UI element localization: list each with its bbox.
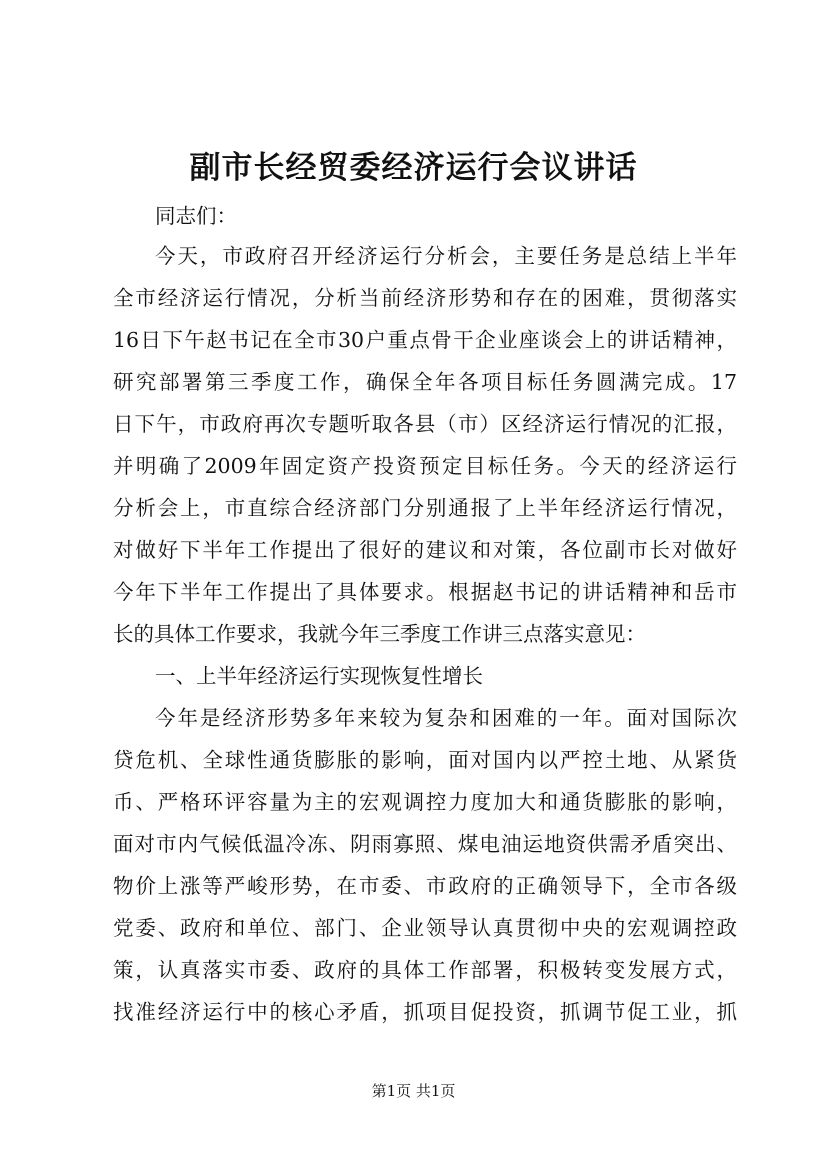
body-line: 今年是经济形势多年来较为复杂和困难的一年。面对国际次 bbox=[155, 706, 737, 730]
body-line: 对做好下半年工作提出了很好的建议和对策，各位副市长对做好 bbox=[113, 538, 737, 562]
body-line: 找准经济运行中的核心矛盾，抓项目促投资，抓调节促工业，抓 bbox=[113, 1000, 737, 1024]
body-line: 物价上涨等严峻形势，在市委、市政府的正确领导下，全市各级 bbox=[113, 874, 737, 898]
body-line: 贷危机、全球性通货膨胀的影响，面对国内以严控土地、从紧货 bbox=[113, 748, 737, 772]
salutation-line: 同志们： bbox=[155, 204, 237, 228]
body-line: 党委、政府和单位、部门、企业领导认真贯彻中央的宏观调控政 bbox=[113, 916, 737, 940]
body-line: 日下午，市政府再次专题听取各县（市）区经济运行情况的汇报， bbox=[113, 412, 737, 436]
body-line: 分析会上，市直综合经济部门分别通报了上半年经济运行情况， bbox=[113, 496, 737, 520]
body-line: 并明确了2009年固定资产投资预定目标任务。今天的经济运行 bbox=[113, 454, 737, 478]
body-line: 长的具体工作要求，我就今年三季度工作讲三点落实意见： bbox=[113, 622, 646, 646]
section-heading: 一、上半年经济运行实现恢复性增长 bbox=[155, 664, 483, 688]
document-title: 副市长经贸委经济运行会议讲话 bbox=[189, 150, 638, 186]
body-line: 面对市内气候低温冷冻、阴雨寡照、煤电油运地资供需矛盾突出、 bbox=[113, 832, 737, 856]
page-number: 第1页 共1页 bbox=[371, 1082, 456, 1100]
body-line: 全市经济运行情况，分析当前经济形势和存在的困难，贯彻落实 bbox=[113, 286, 737, 310]
body-line: 今年下半年工作提出了具体要求。根据赵书记的讲话精神和岳市 bbox=[113, 580, 737, 604]
body-line: 今天，市政府召开经济运行分析会，主要任务是总结上半年 bbox=[155, 244, 737, 268]
body-line: 研究部署第三季度工作，确保全年各项目标任务圆满完成。17 bbox=[113, 370, 737, 394]
body-line: 币、严格环评容量为主的宏观调控力度加大和通货膨胀的影响， bbox=[113, 790, 737, 814]
body-line: 16日下午赵书记在全市30户重点骨干企业座谈会上的讲话精神， bbox=[113, 328, 737, 352]
body-line: 策，认真落实市委、政府的具体工作部署，积极转变发展方式， bbox=[113, 958, 737, 982]
